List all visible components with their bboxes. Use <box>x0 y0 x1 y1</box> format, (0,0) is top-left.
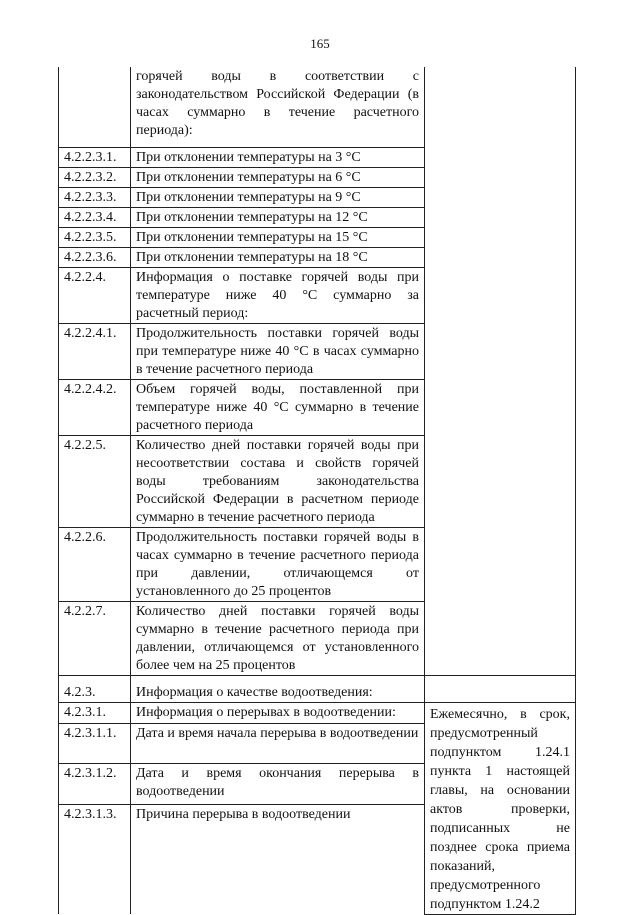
item-text: Дата и время начала перерыва в водоотведении <box>131 724 425 764</box>
item-text: При отклонении температуры на 18 °С <box>131 247 425 267</box>
item-text: При отклонении температуры на 6 °С <box>131 167 425 187</box>
item-text: Дата и время окончания перерыва в водоотведении <box>131 763 425 804</box>
item-code: 4.2.3.1.3. <box>59 804 131 914</box>
item-text: Объем горячей воды, поставленной при температуре ниже 40 °С суммарно в течение расчетного периода <box>131 379 425 435</box>
item-code: 4.2.2.3.2. <box>59 167 131 187</box>
item-code: 4.2.3.1. <box>59 702 131 724</box>
item-text: Продолжительность поставки горячей воды в часах суммарно в течение расчетного периода при давлении, отличающемся от установленного до 25 процентов <box>131 527 425 601</box>
schedule-note: Ежемесячно, в срок, предусмотренный подпунктом 1.24.1 пункта 1 настоящей главы, на основании актов проверки, подписанных не позднее срока приема показаний, предусмотренного подпунктом 1.24.2 <box>425 702 576 914</box>
item-text: Информация о перерывах в водоотведении: <box>131 702 425 724</box>
item-code: 4.2.3. <box>59 675 131 702</box>
item-text: горячей воды в соответствии с законодательством Российской Федерации (в часах суммарно в течение расчетного периода): <box>131 67 425 147</box>
item-code: 4.2.2.4. <box>59 267 131 323</box>
item-text: Информация о качестве водоотведения: <box>131 675 425 702</box>
item-text: При отклонении температуры на 15 °С <box>131 227 425 247</box>
item-code: 4.2.2.4.1. <box>59 323 131 379</box>
item-code: 4.2.2.3.5. <box>59 227 131 247</box>
item-code: 4.2.2.5. <box>59 435 131 527</box>
item-code: 4.2.2.7. <box>59 601 131 675</box>
blank-cell <box>425 675 576 702</box>
item-code: 4.2.2.4.2. <box>59 379 131 435</box>
table-row <box>59 675 576 702</box>
page-number: 165 <box>310 36 330 51</box>
item-text: При отклонении температуры на 3 °С <box>131 147 425 167</box>
item-code: 4.2.2.3.4. <box>59 207 131 227</box>
item-text: Количество дней поставки горячей воды суммарно в течение расчетного периода при давлении, отличающемся от установленного более чем на 25 процентов <box>131 601 425 675</box>
item-code: 4.2.3.1.2. <box>59 763 131 804</box>
item-code <box>59 67 131 147</box>
table-row <box>59 702 576 724</box>
item-code: 4.2.2.6. <box>59 527 131 601</box>
item-code: 4.2.2.3.3. <box>59 187 131 207</box>
requirements-table <box>58 67 576 915</box>
blank-cell <box>425 67 576 675</box>
item-text: При отклонении температуры на 9 °С <box>131 187 425 207</box>
item-text: Количество дней поставки горячей воды при несоответствии состава и свойств горячей воды требованиям законодательства Российской Федерации в расчетном периоде суммарно в течение расчетного периода <box>131 435 425 527</box>
table-row <box>59 67 576 147</box>
item-text: При отклонении температуры на 12 °С <box>131 207 425 227</box>
item-text: Продолжительность поставки горячей воды при температуре ниже 40 °С в часах суммарно в течение расчетного периода <box>131 323 425 379</box>
item-code: 4.2.2.3.1. <box>59 147 131 167</box>
item-text: Причина перерыва в водоотведении <box>131 804 425 914</box>
item-code: 4.2.3.1.1. <box>59 724 131 764</box>
item-code: 4.2.2.3.6. <box>59 247 131 267</box>
item-text: Информация о поставке горячей воды при температуре ниже 40 °С суммарно за расчетный период: <box>131 267 425 323</box>
